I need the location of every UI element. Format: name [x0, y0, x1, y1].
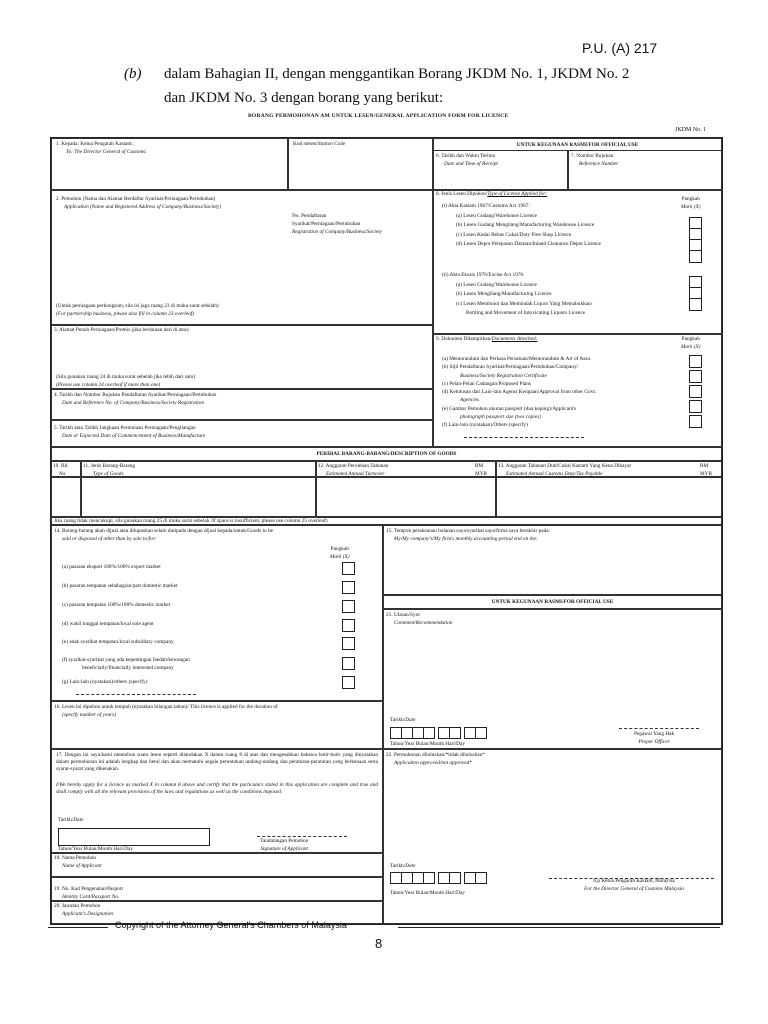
form-number: JKDM No. 1 — [675, 127, 707, 133]
reg-no-label-en: Registration of Company/Business/Society — [292, 228, 383, 235]
col-11-label-en: Type of Goods — [93, 470, 124, 477]
section-22-label-en: Application approved/not approved* — [394, 759, 472, 766]
sale-option-e: (e) anak syarikat tempatan/local subsidiary company — [62, 639, 174, 645]
section-1-label-en: To: The Director General of Customs: — [66, 148, 147, 155]
date-caption-17: Tahun/Year Bulan/Month Hari/Day — [58, 846, 134, 852]
mark-label-2-en: Mark (X) — [681, 343, 701, 350]
section-8-cell — [433, 190, 722, 334]
section-3-cell[interactable] — [51, 325, 433, 389]
section-15-cell[interactable] — [383, 525, 722, 595]
section-14-label-en: sold or disposed of other than by sale to/for: — [62, 535, 157, 542]
mark-label-3-en: Mark (X) — [330, 553, 350, 560]
date-caption-21: Tahun/Year Bulan/Month Hari/Day — [390, 741, 466, 747]
section-15-label-en: My/My company's/My firm's monthly accounting period end on the: — [394, 535, 538, 542]
space24-note-en: (Please use column 24 overleaf if more than one) — [56, 381, 161, 388]
doc-e: (e) Gambar Pemohon ukuran passport (dua keping)/Applicant's — [442, 405, 577, 412]
section-2-cell[interactable] — [51, 190, 433, 325]
section-8-label: 8. Jenis Lesen Dipohon/ — [436, 191, 488, 197]
goods-type-cell[interactable] — [81, 477, 316, 517]
doc-e-en: photograph passport size (two copies) — [460, 414, 541, 421]
col-13-label: 13. Anggaran Tahunan Duti/Cukai Kastam Yang Kena Dibayar — [498, 463, 632, 469]
station-label-en: Station Code — [317, 141, 346, 147]
date-caption-22: Tahun/Year Bulan/Month Hari/Day — [390, 890, 466, 896]
section-5-cell[interactable] — [51, 420, 433, 447]
copyright-notice: Copyright of the Attorney General's Chambers of Malaysia — [115, 920, 347, 930]
section-9-cell — [433, 334, 722, 447]
date-box[interactable] — [423, 727, 435, 739]
date-label-21: Tarikh/ — [390, 717, 406, 723]
section-18-label: 18. Nama Pemohon — [54, 855, 96, 861]
licence-option-ii-a: (a) Lesen Gudang/Warehouse Licence — [456, 281, 537, 288]
footer-rule-left — [48, 927, 108, 928]
checkbox-sale-c[interactable] — [342, 600, 355, 613]
footer-rule-right — [398, 927, 720, 928]
date-label-17: Tarikh/ — [58, 817, 74, 823]
officer-label: Pegawai Yang Hak — [634, 731, 675, 737]
intro-line-1: dalam Bahagian II, dengan menggantikan Borang JKDM No. 1, JKDM No. 2 — [164, 66, 630, 82]
sale-option-b: (b) pasaran tempatan sebahagian/part domestic market — [62, 583, 178, 589]
checkbox-doc-e[interactable] — [689, 415, 702, 428]
licence-option-ii-c: (c) Lesen Membotol dan Memindah Liquor Yang Memabukkan/ — [456, 300, 593, 307]
date-box[interactable] — [423, 872, 435, 884]
signature-line[interactable] — [257, 836, 347, 837]
item-label: (b) — [124, 66, 142, 82]
section-21-label-en: Comment/Recommendation — [394, 619, 453, 626]
section-7-label: 7. Nombor Rujukan — [571, 153, 614, 159]
checkbox-sale-d[interactable] — [342, 619, 355, 632]
section-19-cell[interactable] — [51, 877, 383, 901]
licence-option-i-c: (c) Lesen Kedai Bebas Cukai/Duty Free Shop Licence — [456, 231, 572, 238]
doc-other-line — [464, 437, 584, 438]
section-14-label: 14. Barang-barang akan dijual atau dilupuskan selain daripada dengan dijual kepada/untuk/Goods to be — [54, 528, 274, 534]
checkbox-sale-e[interactable] — [342, 637, 355, 650]
goods-turnover-cell[interactable] — [316, 477, 496, 517]
section-9-label-en: Documents Attached: — [491, 336, 538, 342]
section-16-cell[interactable] — [51, 701, 383, 749]
col-12-label-en: Estimated Annual Turnover — [326, 470, 385, 477]
sale-option-c: (c) pasaran tempatan 100%/100% domestic market — [62, 602, 171, 608]
officer-line — [619, 728, 699, 729]
section-6-cell[interactable] — [433, 150, 568, 190]
checkbox-i-d[interactable] — [689, 250, 702, 263]
sale-option-f: (f) syarikat-syarikat yang ada kepentingan faedah/kewangan — [62, 657, 190, 663]
date-label-22: Tarikh/ — [390, 863, 406, 869]
section-21-cell[interactable] — [383, 609, 722, 749]
doc-d: (d) Kelulusan dari Lain-lain Agensi Kerajaan/Approval from other Govt. — [442, 389, 597, 396]
date-label-21-en: Date — [405, 717, 416, 723]
licence-option-ii-b: (b) Lesen Mengilang/Manufacturing Licence — [456, 291, 552, 297]
col-12-header — [316, 461, 496, 477]
doc-d-en: Agencies — [460, 397, 480, 404]
section-19-label: 19. No. Kad Pengenalan/Pasport — [54, 886, 123, 892]
mark-label-en: Mark (X) — [681, 203, 701, 210]
section-17-cell — [51, 749, 383, 853]
section-16-label: 16. Lesen ini dipohon untuk tempoh (nyatakan bilangan tahun)/ This licence is applied for the duration of — [54, 704, 278, 710]
declaration-en: I/We hereby apply for a licence as marked X in column 8 above and certify that the particulars stated in this application are complete and true and shall comply with all the relevant provisions of the laws and regulations as well as the conditions imposed. — [56, 782, 378, 796]
mark-label-2: Pangkah — [681, 336, 700, 342]
section-8-label-en: Type of License Applied for: — [487, 191, 548, 197]
date-box[interactable] — [449, 872, 461, 884]
col-12-myr: MYR — [475, 470, 488, 477]
signature-label-en: Signature of Applicant — [260, 845, 308, 852]
partnership-note-en: (For partnership business, please also fill in column 23 overleaf) — [56, 310, 195, 317]
form-title: BORANG PERMOHONAN AM UNTUK LESEN/GENERAL APPLICATION FORM FOR LICENCE — [248, 113, 509, 119]
official-use-heading: UNTUK KEGUNAAN RASMI/FOR OFFICIAL USE — [516, 142, 639, 148]
reg-no-label: No. Pendaftaran — [292, 213, 327, 219]
section-20-label-en: Applicant's Designation — [62, 910, 114, 917]
col-13-myr: MYR — [700, 470, 713, 477]
dg-label: b.p Ketua Pengarah Kastam, Malaysia — [593, 878, 675, 884]
section-1-label: 1. Kepada: Ketua Pengarah Kastam: — [56, 141, 133, 147]
mark-label-3: Pangkah — [330, 546, 349, 552]
doc-b-en: Business/Society Registration Certificate — [460, 372, 547, 379]
col-10-label-en: No. — [59, 470, 67, 477]
section-5-label-en: Date or Expected Date of Commencement of Business/Manufacture — [62, 432, 206, 439]
page-reference: P.U. (A) 217 — [582, 40, 658, 56]
station-code-cell[interactable] — [288, 138, 433, 190]
section-3-label: 3. Alamat Penuh Perniagaan/Premis (jika berlainan dari di atas) — [54, 327, 189, 333]
goods-heading: PERIHAL BARANG-BARANG/DESCRIPTION OF GOODS — [316, 451, 457, 457]
section-22-cell — [383, 749, 722, 924]
sale-option-a: (a) pasaran eksport 100%/100% export market — [62, 564, 161, 570]
doc-c: (c) Pelan-Pelan Cadangan/Proposed Plans — [442, 380, 531, 387]
dg-label-en: For the Director General of Customs Malaysia — [584, 885, 684, 892]
section-4-cell[interactable] — [51, 389, 433, 420]
col-13-header — [496, 461, 722, 477]
checkbox-sale-b[interactable] — [342, 581, 355, 594]
date-box[interactable] — [449, 727, 461, 739]
goods-heading-cell — [51, 447, 722, 461]
space24-note: (Sila gunakan ruang 24 di muka surat sebelah jika lebih dari satu) — [56, 374, 196, 380]
col-12-label: 12. Anggaran Perolehan Tahunan — [318, 463, 389, 469]
doc-f: (f) Lain-lain (nyatakan)/Others (specify) — [442, 422, 528, 429]
officer-label-en: Proper Officer — [638, 738, 670, 745]
sale-other-line — [76, 694, 196, 695]
reg-no-label-2: Syarikat/Perniagaan/Pertubuhan — [292, 220, 361, 227]
mark-label: Pangkah — [681, 196, 700, 202]
col-12-rm: RM — [475, 463, 484, 469]
applicant-date-field[interactable] — [58, 828, 210, 846]
space25-note: Jika ruang tidak mencukupi, sila gunakan ruang 25 di muka surat sebelah /If space is insufficient, please use column 25 overleaf) — [54, 518, 328, 524]
excise-act-heading: (ii) Akta Eksais 1976/Excise Act 1976: — [442, 272, 525, 278]
page-number: 8 — [375, 936, 383, 951]
signature-label: Tandatangan Pemohon — [260, 838, 309, 844]
licence-option-i-a: (a) Lesen Gudang/Warehouse Licence — [456, 212, 537, 219]
section-2-label-en: Application (Name and Registered Address of Company/Business/Society) — [64, 203, 221, 210]
section-5-label: 5. Tarikh atau Tarikh Jangkaan Permulaan Perniagaan/Pengilangan — [54, 425, 196, 431]
checkbox-sale-f[interactable] — [342, 657, 355, 670]
col-13-label-en: Estimated Annual Customs Duty/Tax Payable — [506, 470, 603, 477]
col-11-header — [81, 461, 316, 477]
doc-a: (a) Memorandum dan Perkara Persatuan/Memorandum & Art of Assn. — [442, 356, 592, 362]
sale-option-f-en: beneficially/financially interested company — [82, 665, 174, 671]
goods-duty-cell[interactable] — [496, 477, 722, 517]
section-20-label: 20. Jawatan Pemohon — [54, 903, 101, 909]
checkbox-ii-c[interactable] — [689, 298, 702, 311]
date-label-22-en: Date — [405, 863, 416, 869]
section-18-label-en: Name of Applicant — [62, 862, 102, 869]
checkbox-doc-d[interactable] — [689, 400, 702, 413]
partnership-note: (Untuk perniagaan perkongsian, sila isi juga ruang 23 di muka surat sebelah) — [56, 303, 219, 309]
section-7-label-en: Reference Number — [579, 160, 619, 167]
official-use-2-cell — [383, 595, 722, 609]
checkbox-sale-g[interactable] — [342, 676, 355, 689]
official-use-2-heading: UNTUK KEGUNAAN RASMI/FOR OFFICIAL USE — [491, 599, 614, 605]
sale-option-d: (d) wakil tunggal tempatan/local sole agent — [62, 621, 154, 627]
section-2-label: 2. Pemohon (Nama dan Alamat Berdaftar Syarikat/Perniagaan/Pertubuhan) — [56, 196, 216, 202]
col-11-label: 11. Jenis Barang-Barang — [83, 463, 136, 469]
section-7-cell[interactable] — [568, 150, 722, 190]
checkbox-doc-b[interactable] — [689, 370, 702, 383]
col-13-rm: RM — [700, 463, 709, 469]
section-9-label: 9. Dokumen Dilampirkan/ — [436, 336, 492, 342]
sale-option-g: (g) Lain-lain (nyatakan)/others (specify) — [62, 679, 148, 685]
section-4-label-en: Date and Reference No. of Company/Business/Society Registration — [62, 399, 205, 406]
date-box[interactable] — [475, 872, 487, 884]
section-4-label: 4. Tarikh dan Nombor Rujukan Pendaftaran Syarikat/Perniagaan/Pertubuhan — [54, 392, 217, 398]
checkbox-doc-c[interactable] — [689, 385, 702, 398]
col-10-header — [51, 461, 81, 477]
space25-cell — [51, 517, 722, 525]
section-21-label: 21. Ulasan/Syor — [386, 612, 421, 618]
checkbox-sale-a[interactable] — [342, 562, 355, 575]
section-14-cell — [51, 525, 383, 701]
goods-no-cell[interactable] — [51, 477, 81, 517]
section-22-label: 22. Permohonan diluluskan/*tidak diluluskan* — [386, 752, 485, 758]
licence-option-ii-c-en: Bottling and Movement of Intoxicating Liquors Licence — [466, 310, 586, 316]
section-16-label-en: (specify number of years) — [62, 711, 116, 718]
station-label: Kod stesen/ — [293, 141, 318, 147]
licence-option-i-b: (b) Lesen Gudang Mengilang/Manufacturing Warehouse Licence — [456, 222, 595, 228]
date-label-17-en: Date — [73, 817, 84, 823]
section-15-label: 15. Tempoh perakaunan bulanan saya/syarikat saya/firma saya berakhir pada: — [386, 528, 551, 534]
section-18-cell[interactable] — [51, 853, 383, 877]
section-1-cell — [51, 138, 288, 190]
customs-act-heading: (i) Akta Kastam 1967/Customs Act 1967: — [442, 203, 530, 209]
application-form — [50, 137, 723, 925]
intro-line-2: dan JKDM No. 3 dengan borang yang berikut: — [164, 90, 444, 106]
col-10-label: 10. Bil. — [53, 463, 69, 469]
declaration-ms: 17. Dengan ini saya/kami memohon suatu lesen seperti ditandakan X dalam ruang 8 di atas dan mengesahkan bahawa butir-butir yang dinyatakan dalam permohonan ini adalah lengkap dan betul dan akan mematuhi segala peruntukan undang-undang dan peraturan-peraturan yang berkenaan serta syarat-syarat yang dikenakan. — [56, 752, 378, 773]
section-6-label-en: Date and Time of Receipt — [444, 160, 498, 167]
date-box[interactable] — [475, 727, 487, 739]
checkbox-doc-a[interactable] — [689, 355, 702, 368]
section-6-label: 6. Tarikh dan Waktu Terima — [436, 153, 495, 159]
doc-b: (b) Sijil Pendaftaran Syarikat/Perniagaan/Pertubuhan/Company/ — [442, 364, 579, 371]
section-19-label-en: Identity Card/Passport No. — [62, 893, 120, 900]
licence-option-i-d: (d) Lesen Depot Pelepasan Daratan/Inland Clearance Depot Licence — [456, 241, 601, 247]
